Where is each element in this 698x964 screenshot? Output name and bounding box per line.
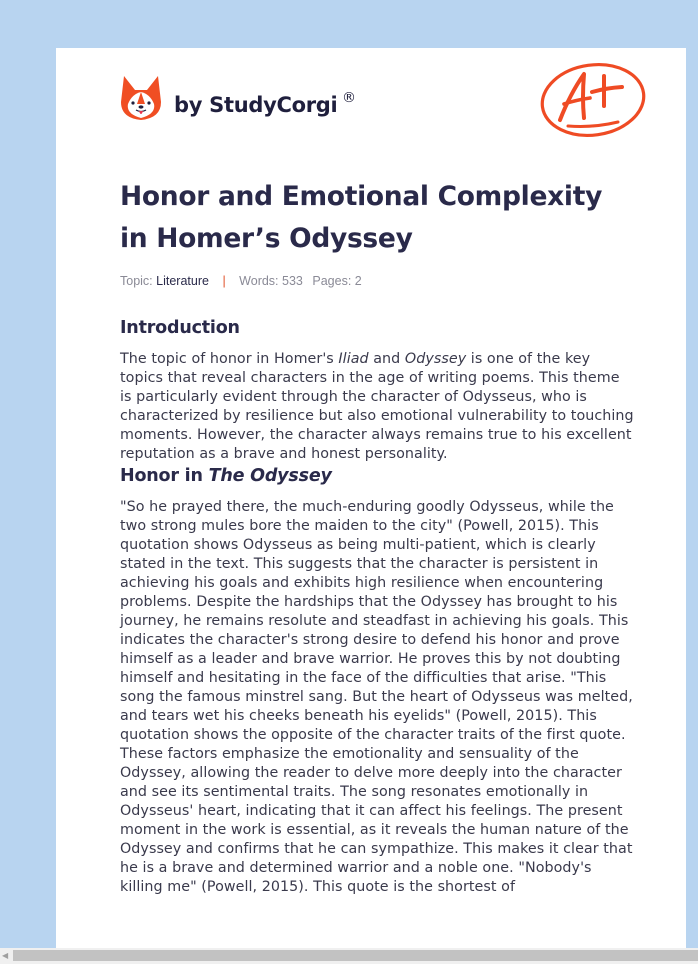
topic-link[interactable]: Literature — [156, 274, 209, 288]
document-title: Honor and Emotional Complexity in Homer’s Odyssey — [120, 181, 603, 254]
scrollbar-thumb[interactable] — [13, 950, 698, 961]
heading-text: Honor in — [120, 466, 209, 486]
document-meta — [120, 272, 634, 290]
text-run: and — [368, 351, 405, 367]
italic-title-iliad: Iliad — [338, 351, 369, 367]
studycorgi-logo[interactable] — [120, 74, 337, 122]
a-plus-grade-icon — [538, 58, 650, 140]
registered-mark: ® — [342, 90, 356, 106]
text-run: is one of the key topics that reveal characters in the age of writing poems. This theme is particularly evident through the character of Odysseus, who is characterized by resilience but also emotional vulnerability to touching moments. However, the character always remains true to his excellent reputation as a brave and honest personality. — [120, 351, 634, 462]
horizontal-scrollbar[interactable] — [0, 948, 698, 964]
section-heading-introduction: Introduction — [120, 318, 240, 338]
text-run: The topic of honor in Homer's — [120, 351, 339, 367]
pages-count: 2 — [354, 274, 362, 288]
introduction-paragraph — [120, 350, 634, 464]
document-page — [56, 48, 686, 952]
scroll-left-arrow-icon[interactable]: ◀ — [2, 951, 9, 960]
brand-name: by StudyCorgi — [174, 93, 338, 117]
topic-label: Topic: — [120, 274, 153, 288]
words-label: Words: — [239, 274, 279, 288]
document-content — [120, 176, 634, 897]
corgi-logo-icon — [120, 74, 162, 122]
pages-label: Pages: — [312, 274, 352, 288]
honor-paragraph: "So he prayed there, the much-enduring goodly Odysseus, while the two strong mules bore the maiden to the city" (Powell, 2015). This quotation shows Odysseus as being multi-patient, which is clearly stated in the text. This suggests that the character is persistent in achieving his goals and exhibits high resilience when encountering problems. Despite the hardships that the Odyssey has brought to his journey, he remains resolute and steadfast in achieving his goals. This indicates the character's strong desire to defend his honor and prove himself as a leader and brave warrior. He proves this by not doubting himself and hesitating in the face of the difficulties that arise. "This song the famous minstrel sang. But the heart of Odysseus was melted, and tears wet his cheeks beneath his eyelids" (Powell, 2015). This quotation shows the opposite of the character traits of the first quote. These factors emphasize the emotionality and sensuality of the Odyssey, allowing the reader to delve more deeply into the character and see its sentimental traits. The song resonates emotionally in Odysseus' heart, indicating that it can affect his feelings. The present moment in the work is essential, as it reveals the human nature of the Odyssey and confirms that he can sympathize. This makes it clear that he is a brave and determined warrior and a noble one. "Nobody's killing me" (Powell, 2015). This quote is the shortest of — [120, 499, 633, 895]
italic-title-odyssey: Odyssey — [404, 351, 467, 367]
section-heading-honor — [120, 464, 634, 488]
words-count: 533 — [282, 274, 303, 288]
heading-italic-title: The Odyssey — [208, 466, 332, 486]
meta-separator: | — [222, 274, 226, 288]
page-header — [56, 48, 686, 158]
